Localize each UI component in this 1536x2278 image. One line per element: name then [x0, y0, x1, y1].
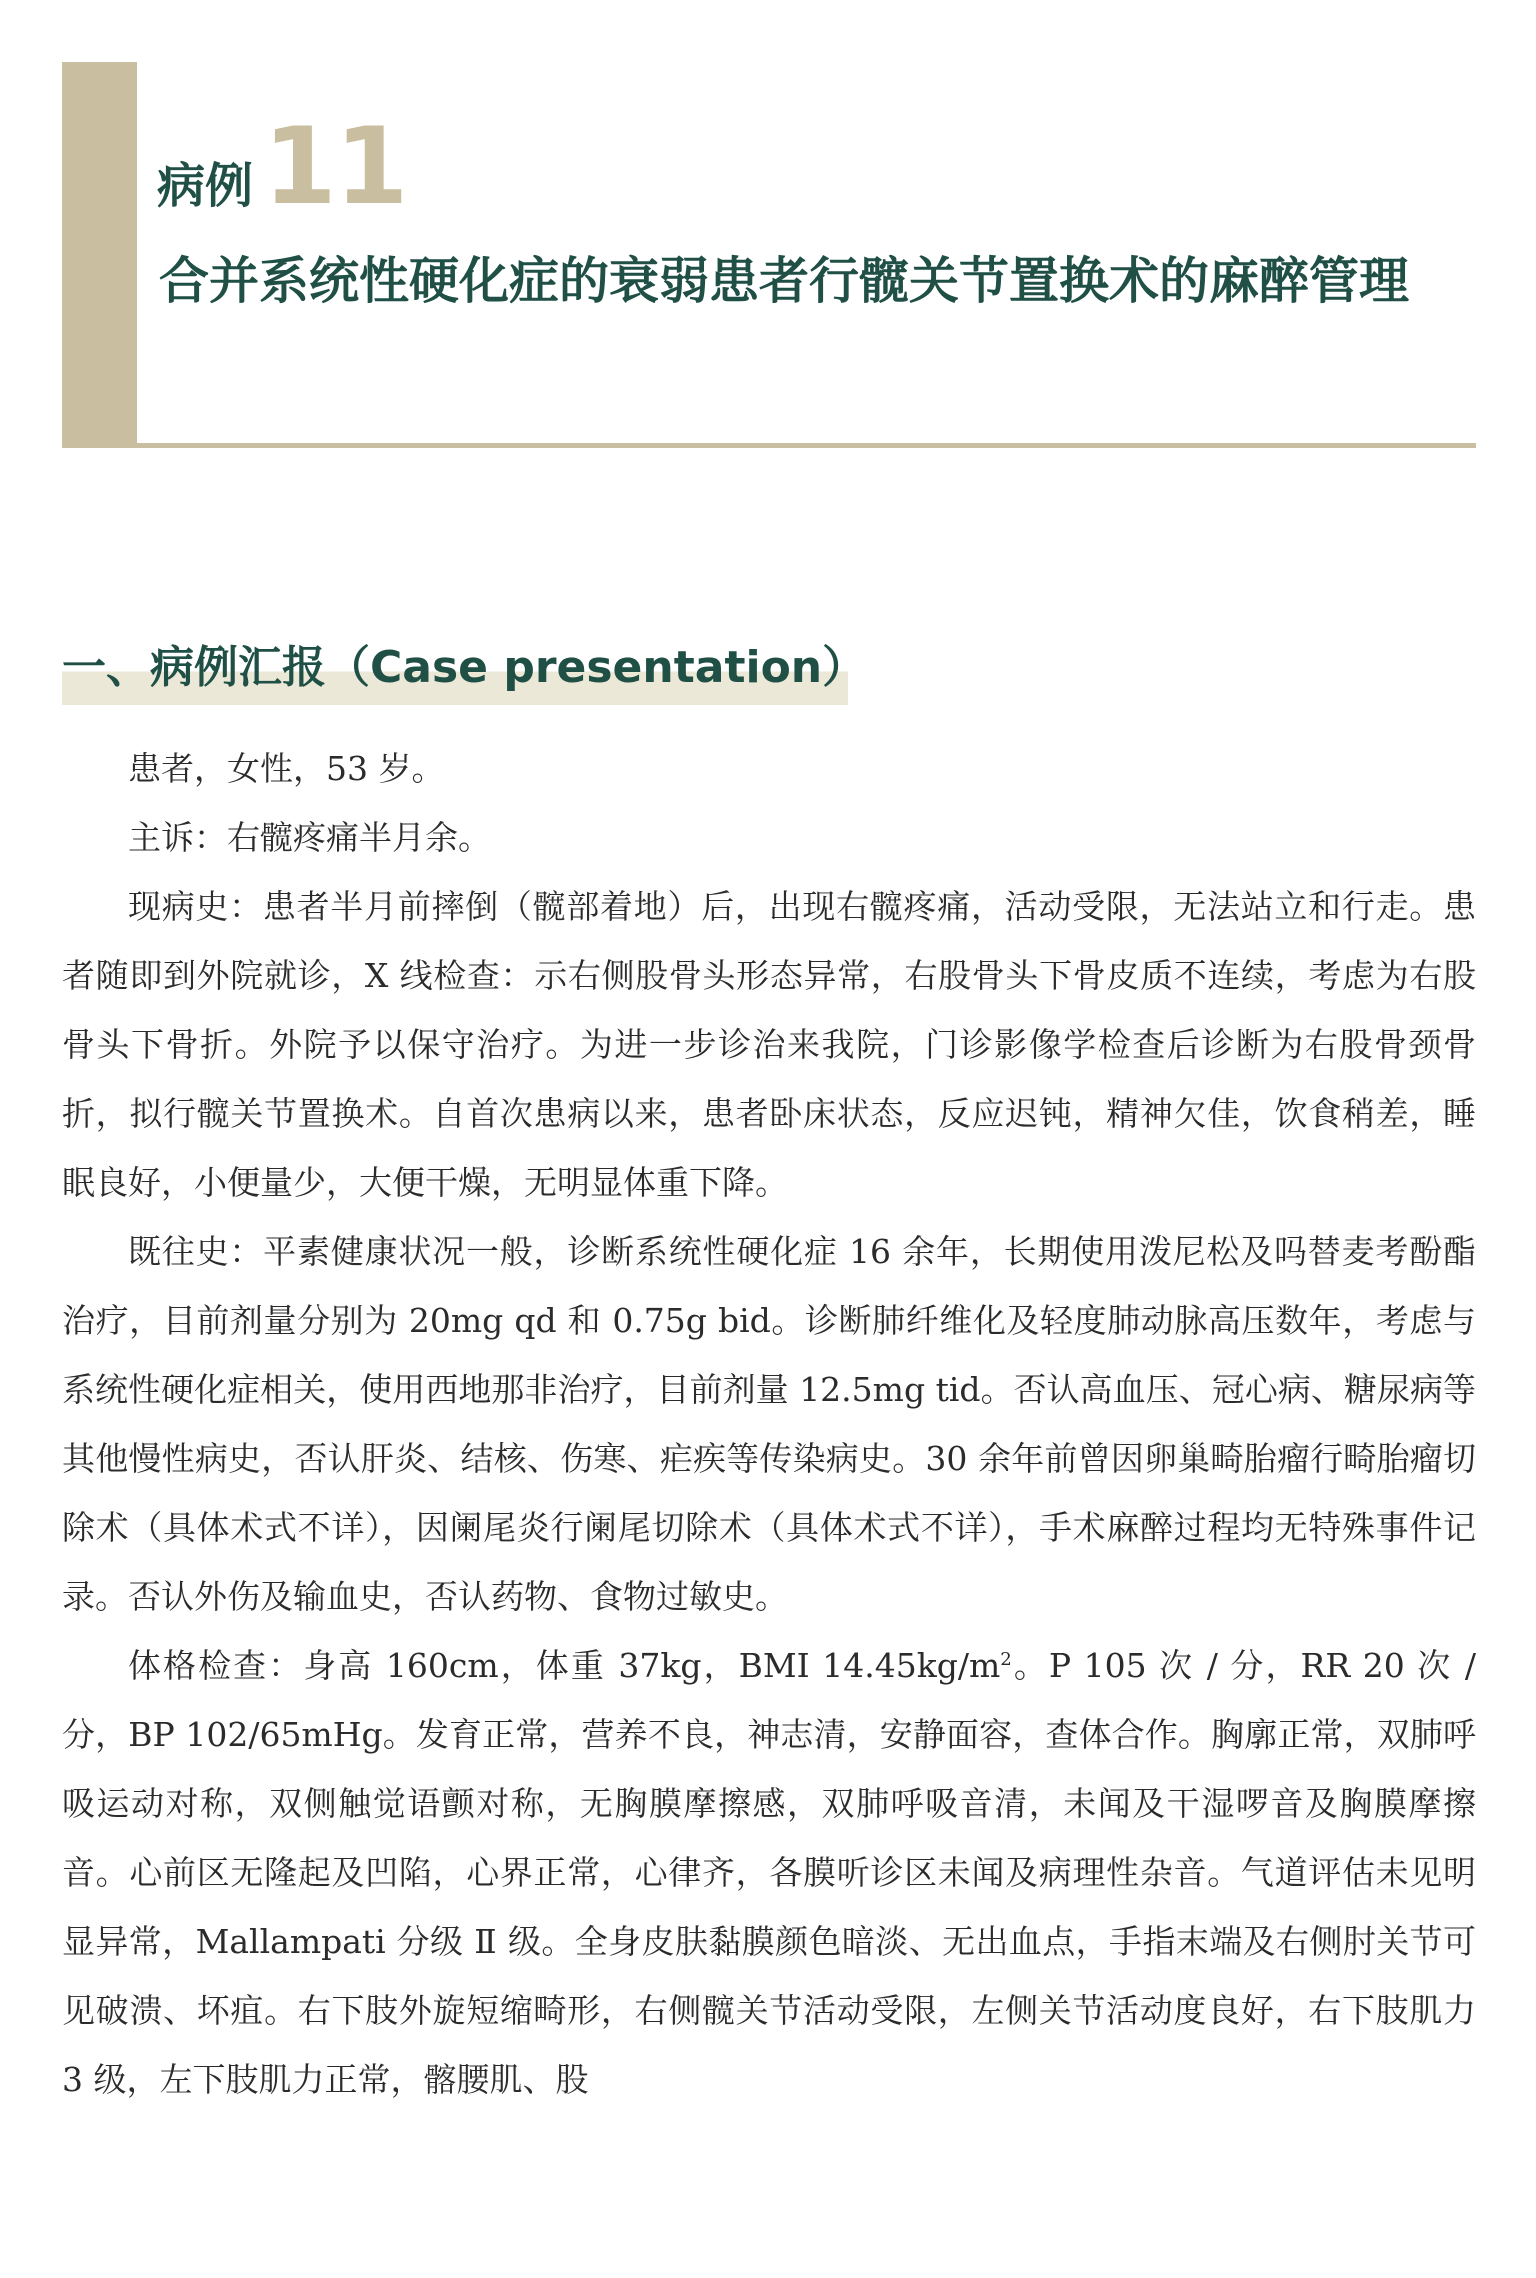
bmi-unit-superscript: 2 — [1000, 1649, 1012, 1670]
paragraph-chief-complaint: 主诉：右髋疼痛半月余。 — [128, 818, 491, 857]
case-label-word: 病例 — [157, 158, 254, 214]
case-title: 合并系统性硬化症的衰弱患者行髋关节置换术的麻醉管理 — [159, 252, 1409, 310]
body-text — [62, 734, 1476, 2114]
header-underline — [137, 443, 1476, 448]
header-accent-bar — [62, 62, 137, 448]
chapter-header — [62, 62, 1476, 448]
paragraph-past-history: 既往史：平素健康状况一般，诊断系统性硬化症 16 余年，长期使用泼尼松及吗替麦考酚酯治疗，目前剂量分别为 20mg qd 和 0.75g bid。诊断肺纤维化及轻度肺动脉高压数年，考虑与系统性硬化症相关，使用西地那非治疗，目前剂量 12.5mg tid。否认高血压、冠心病、糖尿病等其他慢性病史，否认肝炎、结核、伤寒、疟疾等传染病史。30 余年前曾因卵巢畸胎瘤行畸胎瘤切除术（具体术式不详），因阑尾炎行阑尾切除术（具体术式不详），手术麻醉过程均无特殊事件记录。否认外伤及输血史，否认药物、食物过敏史。 — [62, 1232, 1476, 1616]
section-heading: 一、病例汇报（Case presentation） — [62, 635, 848, 705]
physical-exam-text-start: 体格检查：身高 160cm，体重 37kg，BMI 14.45kg/m — [128, 1646, 1001, 1685]
paragraph-physical-exam — [62, 1631, 1476, 2114]
case-number: 11 — [263, 105, 407, 228]
paragraph-patient: 患者，女性，53 岁。 — [128, 749, 445, 788]
physical-exam-text-rest: 。P 105 次 / 分，RR 20 次 / 分，BP 102/65mHg。发育正常，营养不良，神志清，安静面容，查体合作。胸廓正常，双肺呼吸运动对称，双侧触觉语颤对称，无胸膜摩擦感，双肺呼吸音清，未闻及干湿啰音及胸膜摩擦音。心前区无隆起及凹陷，心界正常，心律齐，各膜听诊区未闻及病理性杂音。气道评估未见明显异常，Mallampati 分级 Ⅱ 级。全身皮肤黏膜颜色暗淡、无出血点，手指末端及右侧肘关节可见破溃、坏疽。右下肢外旋短缩畸形，右侧髋关节活动受限，左侧关节活动度良好，右下肢肌力 3 级，左下肢肌力正常，髂腰肌、股 — [62, 1646, 1477, 2099]
case-label — [157, 100, 407, 228]
paragraph-present-illness: 现病史：患者半月前摔倒（髋部着地）后，出现右髋疼痛，活动受限，无法站立和行走。患者随即到外院就诊，X 线检查：示右侧股骨头形态异常，右股骨头下骨皮质不连续，考虑为右股骨头下骨折。外院予以保守治疗。为进一步诊治来我院，门诊影像学检查后诊断为右股骨颈骨折，拟行髋关节置换术。自首次患病以来，患者卧床状态，反应迟钝，精神欠佳，饮食稍差，睡眠良好，小便量少，大便干燥，无明显体重下降。 — [62, 887, 1476, 1202]
